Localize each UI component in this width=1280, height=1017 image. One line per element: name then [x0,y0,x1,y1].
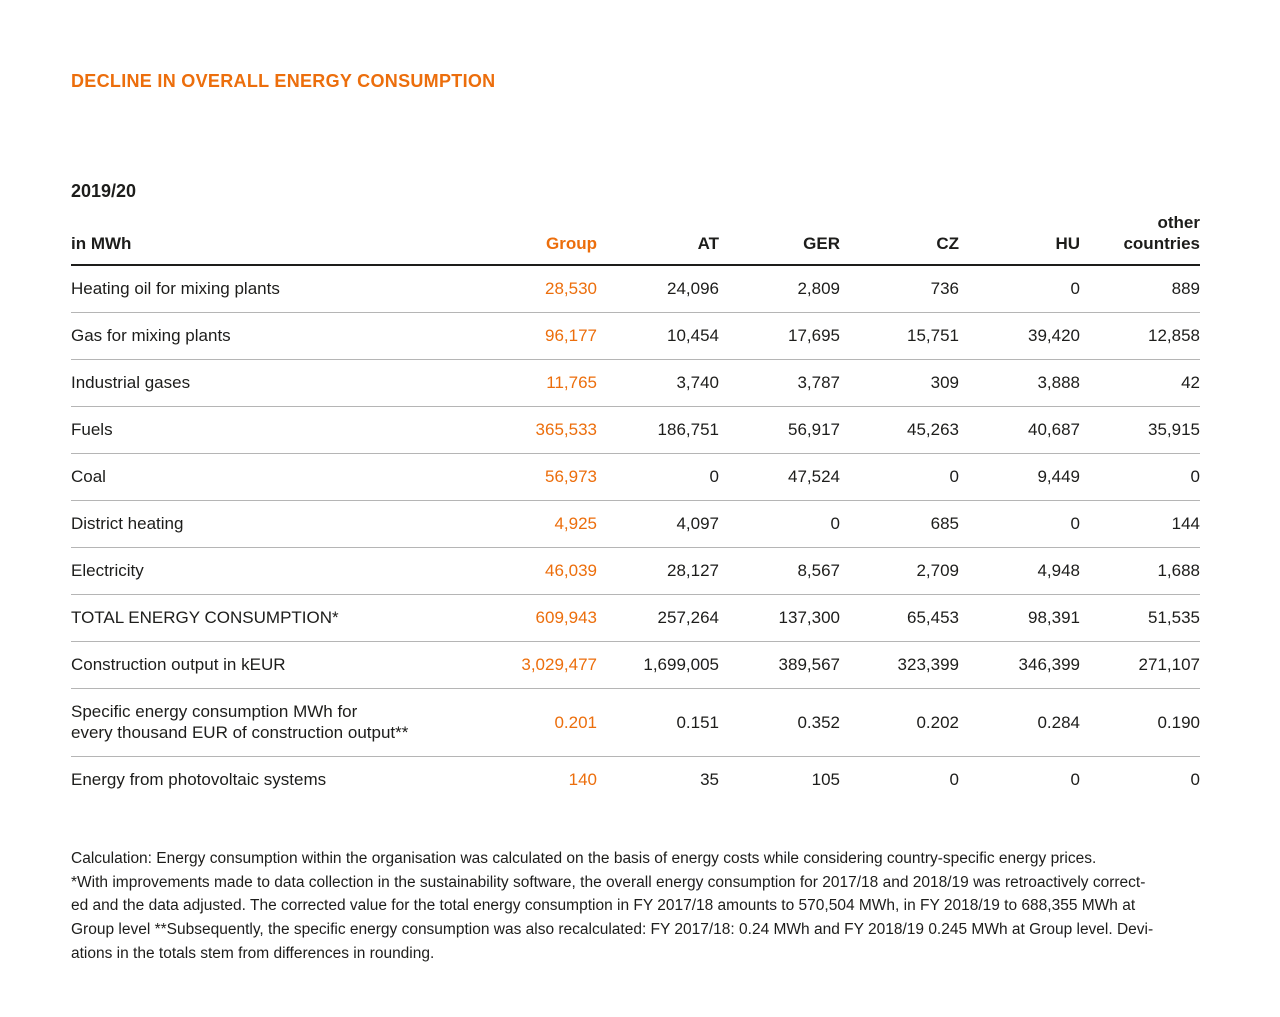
footnote-line: Calculation: Energy consumption within the organisation was calculated on the basis of energy costs while considering country-specific energy prices. [71,850,1097,867]
column-header-group: Group [460,212,597,265]
row-label: Gas for mixing plants [71,313,460,360]
cell-hu: 39,420 [959,313,1080,360]
cell-hu: 40,687 [959,407,1080,454]
cell-group: 0.201 [460,689,597,757]
footnote-line: Group level **Subsequently, the specific energy consumption was also recalculated: FY 2017/18: 0.24 MWh and FY 2018/19 0.245 MWh at Group level. Devi- [71,921,1154,939]
cell-cz: 0 [840,757,959,804]
table-row [71,501,1200,548]
cell-group: 56,973 [460,454,597,501]
cell-ger: 3,787 [719,360,840,407]
cell-at: 35 [597,757,719,804]
cell-other: 889 [1171,279,1200,298]
table-row [71,454,1200,501]
cell-group: 3,029,477 [460,642,597,689]
cell-at: 0.151 [597,689,719,757]
table-header [71,212,1200,265]
table-row [71,548,1200,595]
cell-group: 96,177 [460,313,597,360]
cell-at: 24,096 [667,279,719,298]
table-body [71,265,1200,803]
cell-ger: 17,695 [719,313,840,360]
cell-group: 28,530 [545,279,597,298]
row-label: Energy from photovoltaic systems [71,757,460,804]
cell-at: 0 [597,454,719,501]
cell-group: 609,943 [460,595,597,642]
cell-at: 186,751 [597,407,719,454]
energy-consumption-table [71,212,1200,803]
cell-cz: 2,709 [840,548,959,595]
row-label [71,689,460,757]
cell-group: 11,765 [460,360,597,407]
footnote-line: ed and the data adjusted. The corrected value for the total energy consumption in FY 2017/18 amounts to 570,504 MWh, in FY 2018/19 to 688,355 MWh at [71,897,1136,915]
cell-hu: 4,948 [959,548,1080,595]
table-row [71,265,1200,313]
cell-hu: 346,399 [959,642,1080,689]
cell-ger: 389,567 [719,642,840,689]
cell-other: 51,535 [1080,595,1200,642]
row-label-line1: Specific energy consumption MWh for [71,702,358,721]
table-row-total [71,595,1200,642]
cell-hu: 0 [959,501,1080,548]
cell-cz: 685 [840,501,959,548]
column-header-other-countries: other countries [1080,212,1200,265]
column-header-cz: CZ [840,212,959,265]
unit-header: in MWh [71,212,460,265]
row-label: TOTAL ENERGY CONSUMPTION* [71,595,460,642]
cell-at: 257,264 [597,595,719,642]
fiscal-period-label: 2019/20 [71,181,137,201]
cell-hu: 0.284 [959,689,1080,757]
cell-other: 42 [1080,360,1200,407]
cell-hu: 0 [959,757,1080,804]
cell-cz: 309 [840,360,959,407]
cell-ger: 0 [719,501,840,548]
footnote-line: *With improvements made to data collection in the sustainability software, the overall energy consumption for 2017/18 and 2018/19 was retroactively correct- [71,873,1146,891]
row-label: Industrial gases [71,360,460,407]
cell-other: 12,858 [1080,313,1200,360]
table-row [71,360,1200,407]
cell-group: 46,039 [460,548,597,595]
cell-group: 140 [460,757,597,804]
cell-other: 35,915 [1080,407,1200,454]
cell-ger: 8,567 [719,548,840,595]
cell-other: 144 [1080,501,1200,548]
cell-other: 271,107 [1080,642,1200,689]
cell-ger: 137,300 [719,595,840,642]
table-row [71,689,1200,757]
cell-cz: 736 [930,279,959,298]
header-row [71,212,1200,265]
row-label: Electricity [71,548,460,595]
cell-at: 10,454 [597,313,719,360]
cell-hu: 3,888 [959,360,1080,407]
cell-cz: 45,263 [840,407,959,454]
cell-other: 0.190 [1080,689,1200,757]
cell-ger: 56,917 [719,407,840,454]
cell-ger: 105 [719,757,840,804]
cell-ger: 0.352 [719,689,840,757]
cell-at: 4,097 [597,501,719,548]
page-title: DECLINE IN OVERALL ENERGY CONSUMPTION [71,71,496,91]
cell-other: 0 [1080,454,1200,501]
table-row [71,313,1200,360]
row-label: Fuels [71,407,460,454]
footnote-line: ations in the totals stem from differences in rounding. [71,944,435,962]
cell-hu: 0 [1070,279,1080,298]
row-label: Construction output in kEUR [71,642,460,689]
cell-cz: 0.202 [840,689,959,757]
cell-ger: 2,809 [797,279,840,298]
cell-hu: 98,391 [959,595,1080,642]
footnote [71,847,1200,966]
cell-hu: 9,449 [959,454,1080,501]
column-header-ger: GER [719,212,840,265]
cell-at: 3,740 [597,360,719,407]
cell-group: 4,925 [460,501,597,548]
row-label-line2: every thousand EUR of construction output** [71,723,409,742]
column-header-hu: HU [959,212,1080,265]
table-row [71,642,1200,689]
row-label: Heating oil for mixing plants [71,279,280,298]
cell-cz: 323,399 [840,642,959,689]
cell-group: 365,533 [460,407,597,454]
cell-other: 1,688 [1080,548,1200,595]
column-header-at: AT [597,212,719,265]
table-row [71,407,1200,454]
cell-ger: 47,524 [719,454,840,501]
row-label: District heating [71,501,460,548]
cell-other: 0 [1080,757,1200,804]
row-label: Coal [71,454,460,501]
cell-cz: 0 [840,454,959,501]
cell-cz: 15,751 [840,313,959,360]
cell-at: 28,127 [597,548,719,595]
cell-at: 1,699,005 [597,642,719,689]
cell-cz: 65,453 [840,595,959,642]
table-row [71,757,1200,804]
